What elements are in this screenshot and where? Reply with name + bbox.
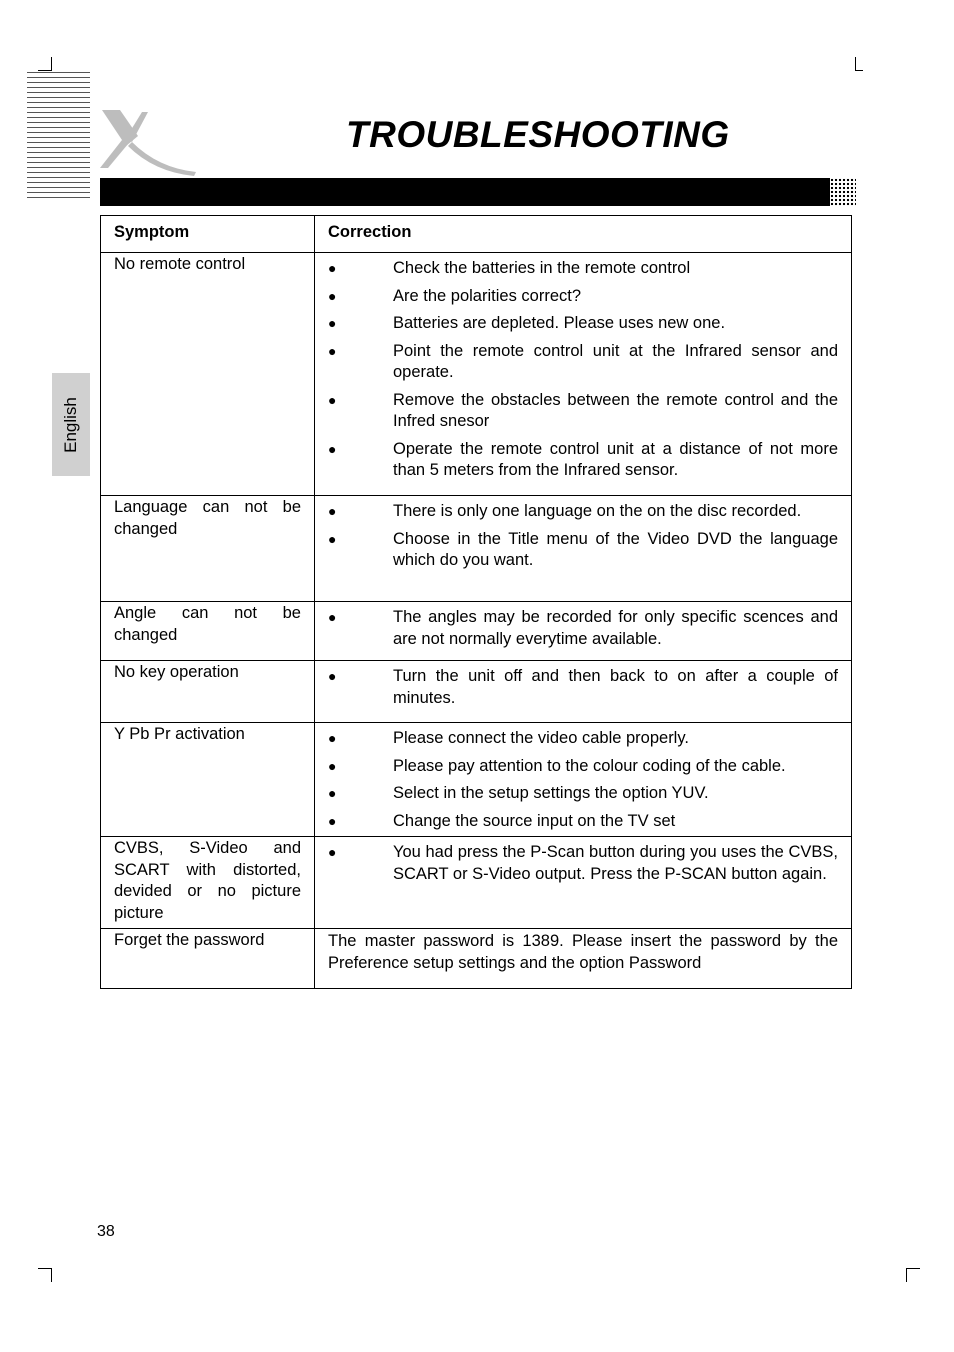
bullet-icon: ● <box>328 530 337 547</box>
symptom-cell: Angle can not be changed <box>101 602 315 661</box>
decorative-stripes <box>27 72 90 200</box>
correction-cell <box>315 496 852 602</box>
bullet-icon: ● <box>328 440 337 457</box>
list-item: ● There is only one language on the on the disc recorded. <box>328 501 838 523</box>
symptom-cell: CVBS, S-Video and SCART with distorted, devided or no picture picture <box>101 837 315 929</box>
correction-cell: The master password is 1389. Please insert the password by the Preference setup settings and the option Password <box>315 929 852 989</box>
list-item: ● Point the remote control unit at the Infrared sensor and operate. <box>328 341 838 381</box>
column-header-symptom: Symptom <box>101 216 315 253</box>
crop-mark <box>906 1268 920 1269</box>
list-item: ● Are the polarities correct? <box>328 286 838 308</box>
bullet-icon: ● <box>328 609 337 625</box>
table-row <box>101 253 852 496</box>
page-title: TROUBLESHOOTING <box>346 114 730 155</box>
bullet-icon: ● <box>328 391 337 408</box>
bullet-icon: ● <box>328 503 337 519</box>
bullet-icon: ● <box>328 757 337 774</box>
table-row <box>101 837 852 929</box>
crop-mark <box>38 70 52 71</box>
correction-cell <box>315 602 852 661</box>
page-number: 38 <box>97 1223 115 1240</box>
symptom-cell: Forget the password <box>101 929 315 989</box>
symptom-cell: Language can not be changed <box>101 496 315 602</box>
table-row <box>101 496 852 602</box>
bullet-icon: ● <box>328 844 337 860</box>
table-row <box>101 661 852 723</box>
correction-cell <box>315 253 852 496</box>
crop-mark <box>51 1268 52 1282</box>
language-tab-label: English <box>61 396 80 453</box>
list-item: ● Check the batteries in the remote control <box>328 258 838 280</box>
list-item: ● Please pay attention to the colour coding of the cable. <box>328 756 838 778</box>
symptom-cell: Y Pb Pr activation <box>101 723 315 837</box>
list-item: ● The angles may be recorded for only specific scences and are not normally everytime available. <box>328 608 838 648</box>
table-row <box>101 929 852 989</box>
list-item: ● Please connect the video cable properly. <box>328 728 838 750</box>
xoro-x-logo-icon <box>98 106 198 176</box>
correction-cell <box>315 661 852 723</box>
list-item: ● Change the source input on the TV set <box>328 811 838 833</box>
table-row <box>101 723 852 837</box>
bullet-icon: ● <box>328 668 337 684</box>
correction-cell <box>315 837 852 929</box>
list-item: ● Batteries are depleted. Please uses new one. <box>328 313 838 335</box>
bullet-icon: ● <box>328 260 337 276</box>
bullet-icon: ● <box>328 342 337 359</box>
crop-mark <box>855 70 863 71</box>
list-item: ● Operate the remote control unit at a distance of not more than 5 meters from the Infrared sensor. <box>328 439 838 479</box>
column-header-correction: Correction <box>315 216 852 253</box>
bullet-icon: ● <box>328 730 337 746</box>
list-item: ● You had press the P-Scan button during you uses the CVBS, SCART or S-Video output. Press the P-SCAN button again. <box>328 843 838 883</box>
symptom-cell: No key operation <box>101 661 315 723</box>
list-item: ● Remove the obstacles between the remote control and the Infred snesor <box>328 390 838 430</box>
correction-cell <box>315 723 852 837</box>
bullet-icon: ● <box>328 315 337 331</box>
crop-mark <box>906 1268 907 1282</box>
list-item: ● Choose in the Title menu of the Video DVD the language which do you want. <box>328 529 838 569</box>
crop-mark <box>38 1268 52 1269</box>
bullet-icon: ● <box>328 287 337 304</box>
bullet-icon: ● <box>328 785 337 801</box>
crop-mark <box>51 57 52 71</box>
list-item: ● Select in the setup settings the option YUV. <box>328 783 838 805</box>
crop-mark <box>855 57 856 71</box>
table-row <box>101 602 852 661</box>
list-item: ● Turn the unit off and then back to on after a couple of minutes. <box>328 667 838 707</box>
symptom-cell: No remote control <box>101 253 315 496</box>
bar-dot-pattern <box>818 178 856 206</box>
troubleshooting-table <box>100 215 852 989</box>
language-tab <box>52 373 90 476</box>
bullet-icon: ● <box>328 812 337 829</box>
title-underline-bar <box>100 178 830 206</box>
table-header-row <box>101 216 852 253</box>
